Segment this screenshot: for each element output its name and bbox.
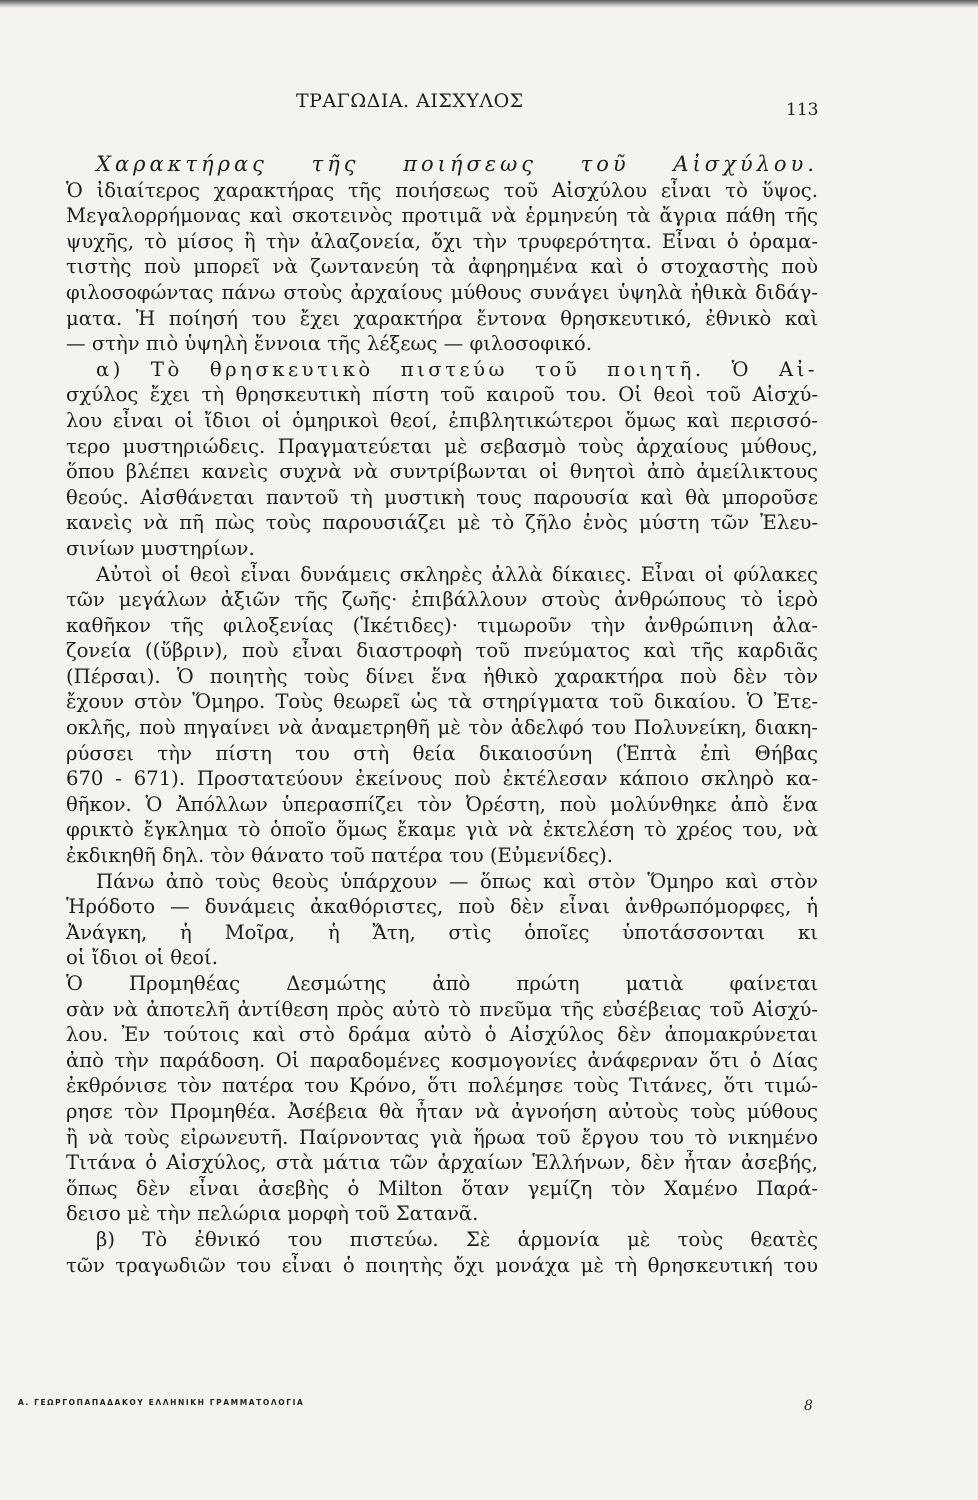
page-footer xyxy=(18,1394,878,1424)
text-line: οκλῆς, ποὺ πηγαίνει νὰ ἀναμετρηθῆ μὲ τὸν ἀδελφό του Πολυνείκη, διακη- xyxy=(66,716,818,740)
text-line: τιστὴς ποὺ μπορεῖ νὰ ζωντανεύη τὰ ἀφηρημένα καὶ ὁ στοχαστὴς ποὺ xyxy=(66,255,818,279)
text-line: ρύσσει τὴν πίστη του στὴ θεία δικαιοσύνη (Ἑπτὰ ἐπὶ Θήβας xyxy=(66,741,818,765)
text-line: Πάνω ἀπὸ τοὺς θεοὺς ὑπάρχουν — ὅπως καὶ στὸν Ὅμηρο καὶ στὸν xyxy=(96,869,818,893)
text-line: σχύλος ἔχει τὴ θρησκευτικὴ πίστη τοῦ καιροῦ του. Οἱ θεοὶ τοῦ Αἰσχύ- xyxy=(66,383,818,407)
text-line: φρικτὸ ἔγκλημα τὸ ὁποῖο ὅμως ἔκαμε γιὰ νὰ ἐκτελέση τὸ χρέος του, νὰ xyxy=(66,818,818,842)
text-line: σινίων μυστηρίων. xyxy=(66,536,255,560)
text-line: τερο μυστηριώδεις. Πραγματεύεται μὲ σεβασμὸ τοὺς ἀρχαίους μύθους, xyxy=(66,434,818,458)
text-line: ἐκδικηθῆ δηλ. τὸν θάνατο τοῦ πατέρα του (Εὐμενίδες). xyxy=(66,844,613,868)
body-text xyxy=(66,152,818,1278)
footer-credit: Α. ΓΕΩΡΓΟΠΑΠΑΔΑΚΟΥ ΕΛΛΗΝΙΚΗ ΓΡΑΜΜΑΤΟΛΟΓΙΑ xyxy=(18,1398,305,1407)
running-head xyxy=(66,88,836,118)
text-line: ἢ νὰ τοὺς εἰρωνευτῆ. Παίρνοντας γιὰ ἥρωα τοῦ ἔργου του τὸ νικημένο xyxy=(66,1125,818,1149)
text-line: θῆκον. Ὁ Ἀπόλλων ὑπερασπίζει τὸν Ὀρέστη, ποὺ μολύνθηκε ἀπὸ ἕνα xyxy=(66,792,818,816)
text-line: δεισο μὲ τὴν πελώρια μορφὴ τοῦ Σατανᾶ. xyxy=(66,1202,479,1226)
text-line: Τιτάνα ὁ Αἰσχύλος, στὰ μάτια τῶν ἀρχαίων Ἑλλήνων, δὲν ἦταν ἀσεβής, xyxy=(66,1151,818,1175)
text-line: Ἀνάγκη, ἡ Μοῖρα, ἡ Ἄτη, στὶς ὁποῖες ὑποτάσσονται κι xyxy=(66,920,818,944)
text-line: ρησε τὸν Προμηθέα. Ἀσέβεια θὰ ἦταν νὰ ἀγνοήση αὐτοὺς τοὺς μύθους xyxy=(66,1099,818,1123)
signature-mark: 8 xyxy=(804,1398,813,1414)
text-line: τῶν μεγάλων ἀξιῶν τῆς ζωῆς· ἐπιβάλλουν στοὺς ἀνθρώπους τὸ ἱερὸ xyxy=(66,588,818,612)
text-line: ψυχῆς, τὸ μίσος ἢ τὴν ἀλαζονεία, ὄχι τὴν τρυφερότητα. Εἶναι ὁ ὁραμα- xyxy=(66,229,818,253)
text-line: λου. Ἐν τούτοις καὶ στὸ δράμα αὐτὸ ὁ Αἰσχύλος δὲν ἀπομακρύνεται xyxy=(66,1023,818,1047)
text-line: ἀπὸ τὴν παράδοση. Οἱ παραδομένες κοσμογονίες ἀνάφερναν ὅτι ὁ Δίας xyxy=(66,1048,818,1072)
text-line: λου εἶναι οἱ ἴδιοι οἱ ὁμηρικοὶ θεοί, ἐπιβλητικώτεροι ὅμως καὶ περισσό- xyxy=(66,408,818,432)
page-number: 113 xyxy=(786,100,819,120)
text-line: φιλοσοφώντας πάνω στοὺς ἀρχαίους μύθους συνάγει ὑψηλὰ ἠθικὰ διδάγ- xyxy=(66,280,818,304)
text-line: — στὴν πιὸ ὑψηλὴ ἔννοια τῆς λέξεως — φιλοσοφικό. xyxy=(66,332,592,356)
subsection-heading: β) Τὸ ἐθνικό του πιστεύω. Σὲ ἁρμονία μὲ τοὺς θεατὲς xyxy=(96,1227,818,1251)
running-title: ΤΡΑΓΩΔΙΑ. ΑΙΣΧΥΛΟΣ xyxy=(296,90,524,112)
text-line: ἐκθρόνισε τὸν πατέρα του Κρόνο, ὅτι πολέμησε τοὺς Τιτάνες, ὅτι τιμώ- xyxy=(66,1074,818,1098)
text-line: ἔχουν στὸν Ὅμηρο. Τοὺς θεωρεῖ ὡς τὰ στηρίγματα τοῦ δικαίου. Ὁ Ἐτε- xyxy=(66,690,818,714)
text-line: ματα. Ἡ ποίησή του ἔχει χαρακτήρα ἔντονα θρησκευτικό, ἐθνικὸ καὶ xyxy=(66,306,818,330)
text-line: Μεγαλορρήμονας καὶ σκοτεινὸς προτιμᾶ νὰ ἑρμηνεύη τὰ ἄγρια πάθη τῆς xyxy=(66,204,818,228)
text-line: ζονεία ((ὕβριν), ποὺ εἶναι διαστροφὴ τοῦ πνεύματος καὶ τῆς καρδιᾶς xyxy=(66,639,818,663)
text-line: Ὁ ἰδιαίτερος χαρακτήρας τῆς ποιήσεως τοῦ Αἰσχύλου εἶναι τὸ ὕψος. xyxy=(66,178,818,202)
subsection-heading: α) Τὸ θρησκευτικὸ πιστεύω τοῦ ποιητῆ. Ὁ Αἰ- xyxy=(96,357,818,381)
text-line: κανεὶς νὰ πῆ πὼς τοὺς παρουσιάζει μὲ τὸ ζῆλο ἑνὸς μύστη τῶν Ἐλευ- xyxy=(66,511,818,535)
text-line: Ἡρόδοτο — δυνάμεις ἀκαθόριστες, ποὺ δὲν εἶναι ἀνθρωπόμορφες, ἡ xyxy=(66,895,818,919)
text-line: τῶν τραγωδιῶν του εἶναι ὁ ποιητὴς ὄχι μονάχα μὲ τὴ θρησκευτική του xyxy=(66,1253,818,1277)
text-line: σὰν νὰ ἀποτελῆ ἀντίθεση πρὸς αὐτὸ τὸ πνεῦμα τῆς εὐσέβειας τοῦ Αἰσχύ- xyxy=(66,997,818,1021)
text-line: οἱ ἴδιοι οἱ θεοί. xyxy=(66,946,218,970)
text-line: Αὐτοὶ οἱ θεοὶ εἶναι δυνάμεις σκληρὲς ἀλλὰ δίκαιες. Εἶναι οἱ φύλακες xyxy=(96,562,818,586)
text-line: θεούς. Αἰσθάνεται παντοῦ τὴ μυστικὴ τους παρουσία καὶ θὰ μποροῦσε xyxy=(66,485,818,509)
text-line: Ὁ Προμηθέας Δεσμώτης ἀπὸ πρώτη ματιὰ φαίνεται xyxy=(66,972,818,995)
text-line: (Πέρσαι). Ὁ ποιητὴς τοὺς δίνει ἕνα ἠθικὸ χαρακτήρα ποὺ δὲν τὸν xyxy=(66,664,818,688)
text-line: ὅπως δὲν εἶναι ἀσεβὴς ὁ Milton ὅταν γεμίζη τὸν Χαμένο Παρά- xyxy=(66,1176,818,1200)
text-line: ὅπου βλέπει κανεὶς συχνὰ νὰ συντρίβωνται οἱ θνητοὶ ἀπὸ ἀμείλικτους xyxy=(66,460,818,484)
text-line: καθῆκον τῆς φιλοξενίας (Ἱκέτιδες)· τιμωροῦν τὴν ἀνθρώπινη ἀλα- xyxy=(66,613,818,637)
scan-top-edge xyxy=(0,0,978,8)
text-line: 670 - 671). Προστατεύουν ἐκείνους ποὺ ἐκτέλεσαν κάποιο σκληρὸ κα- xyxy=(66,767,818,791)
section-heading: Χαρακτήρας τῆς ποιήσεως τοῦ Αἰσχύλου. xyxy=(96,152,818,176)
